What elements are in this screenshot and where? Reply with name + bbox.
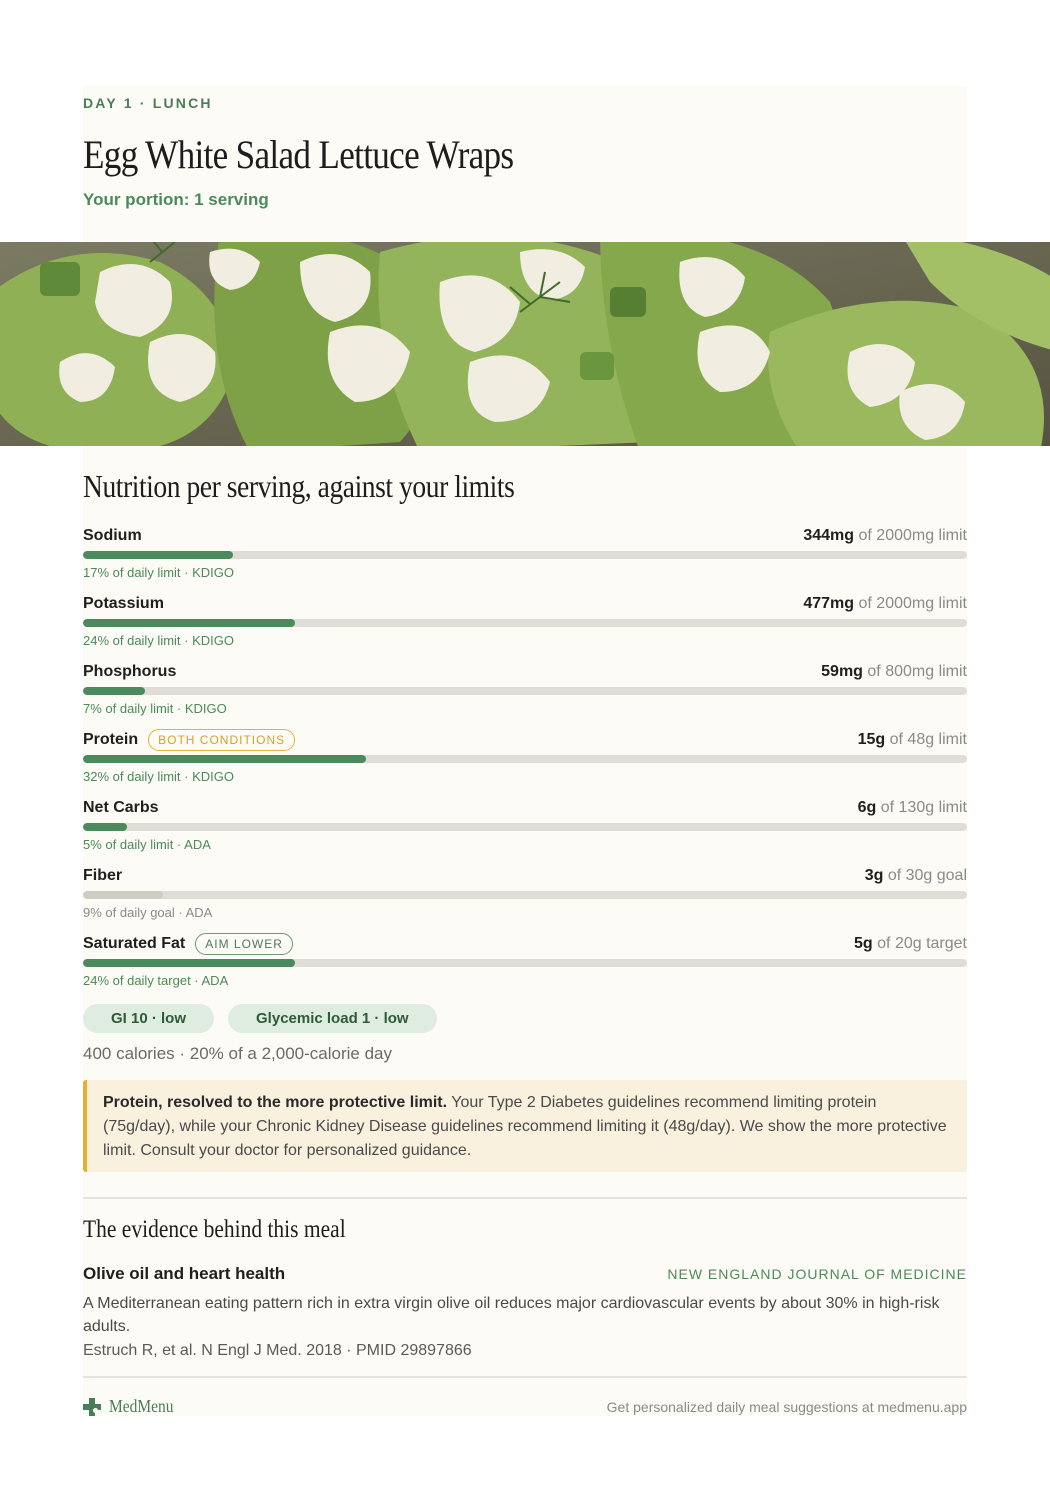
section-divider xyxy=(83,1197,967,1199)
meal-photo-illustration xyxy=(0,242,1050,446)
nutrient-name xyxy=(83,729,295,751)
protein-callout xyxy=(83,1080,967,1172)
nutrient-name-text: Protein xyxy=(83,731,139,748)
nutrient-progress-track xyxy=(83,891,967,899)
nutrient-limit: of 30g goal xyxy=(887,867,967,884)
nutrient-limit: of 2000mg limit xyxy=(858,595,967,612)
glycemic-index-chip: GI 10 · low xyxy=(83,1004,214,1033)
nutrient-note: 7% of daily limit · KDIGO xyxy=(83,701,227,716)
nutrient-value xyxy=(803,527,967,545)
nutrient-name-text: Phosphorus xyxy=(83,663,177,680)
nutrient-label-row xyxy=(83,661,967,683)
nutrient-name-text: Saturated Fat xyxy=(83,935,186,952)
portion-size: Your portion: 1 serving xyxy=(83,190,269,209)
nutrient-value xyxy=(865,867,967,885)
brand-name: MedMenu xyxy=(109,1396,174,1416)
nutrient-note: 9% of daily goal · ADA xyxy=(83,905,213,920)
nutrient-label-row xyxy=(83,865,967,887)
nutrient-limit: of 2000mg limit xyxy=(858,527,967,544)
nutrient-amount: 59mg xyxy=(821,663,863,680)
nutrient-value xyxy=(821,663,967,681)
nutrient-row xyxy=(83,797,967,865)
nutrient-amount: 477mg xyxy=(803,595,855,612)
footer-divider xyxy=(83,1376,967,1378)
calorie-summary: 400 calories · 20% of a 2,000-calorie day xyxy=(83,1044,393,1063)
nutrient-progress-track xyxy=(83,823,967,831)
nutrient-label-row xyxy=(83,933,967,955)
nutrient-progress-fill xyxy=(83,823,127,831)
nutrient-progress-track xyxy=(83,687,967,695)
nutrient-row xyxy=(83,525,967,593)
nutrient-row xyxy=(83,933,967,1001)
nutrient-row xyxy=(83,593,967,661)
nutrient-value xyxy=(803,595,967,613)
nutrient-name-text: Potassium xyxy=(83,595,164,612)
callout-text: Your Type 2 Diabetes guidelines recommend limiting protein (75g/day), while your Chronic Kidney Disease guidelines recommend limiting it (48g/day). We show the more protective limit. Consult your doctor for personalized guidance. xyxy=(103,1094,947,1159)
meal-eyebrow: DAY 1 · LUNCH xyxy=(83,95,213,111)
evidence-header xyxy=(83,1264,967,1284)
nutrient-row xyxy=(83,729,967,797)
nutrient-row xyxy=(83,661,967,729)
evidence-citation: Estruch R, et al. N Engl J Med. 2018 · PMID 29897866 xyxy=(83,1342,472,1359)
nutrient-value xyxy=(858,799,967,817)
evidence-name: Olive oil and heart health xyxy=(83,1264,286,1283)
nutrient-row xyxy=(83,865,967,933)
callout-heading: Protein, resolved to the more protective limit. xyxy=(103,1094,448,1111)
nutrient-note: 24% of daily limit · KDIGO xyxy=(83,633,234,648)
nutrient-note: 5% of daily limit · ADA xyxy=(83,837,211,852)
nutrient-name xyxy=(83,867,122,885)
nutrient-progress-track xyxy=(83,551,967,559)
nutrient-name xyxy=(83,799,159,817)
evidence-title: The evidence behind this meal xyxy=(83,1216,346,1243)
meal-photo xyxy=(0,242,1050,446)
meal-header xyxy=(83,95,967,210)
footer-note: Get personalized daily meal suggestions at medmenu.app xyxy=(606,1398,967,1415)
nutrient-note: 32% of daily limit · KDIGO xyxy=(83,769,234,784)
nutrient-label-row xyxy=(83,797,967,819)
glycemic-chips xyxy=(83,1004,437,1033)
medical-cross-icon xyxy=(83,1398,101,1416)
nutrient-limit: of 130g limit xyxy=(880,799,967,816)
nutrient-name-text: Fiber xyxy=(83,867,123,884)
nutrient-label-row xyxy=(83,593,967,615)
nutrient-limit: of 20g target xyxy=(877,935,967,952)
nutrient-progress-track xyxy=(83,755,967,763)
nutrient-progress-fill xyxy=(83,619,295,627)
nutrient-progress-track xyxy=(83,619,967,627)
evidence-source: NEW ENGLAND JOURNAL OF MEDICINE xyxy=(667,1266,967,1282)
nutrient-note: 17% of daily limit · KDIGO xyxy=(83,565,234,580)
nutrient-label-row xyxy=(83,525,967,547)
nutrient-badge: AIM LOWER xyxy=(195,933,293,955)
nutrient-amount: 6g xyxy=(857,799,877,816)
nutrient-progress-fill xyxy=(83,891,163,899)
nutrient-name-text: Sodium xyxy=(83,527,142,544)
nutrient-name xyxy=(83,663,176,681)
nutrient-limit: of 48g limit xyxy=(889,731,967,748)
nutrient-amount: 344mg xyxy=(803,527,855,544)
nutrition-section-title: Nutrition per serving, against your limits xyxy=(83,468,515,504)
nutrient-name-text: Net Carbs xyxy=(83,799,159,816)
evidence-description: A Mediterranean eating pattern rich in extra virgin olive oil reduces major cardiovascular events by about 30% in high-risk adults. xyxy=(83,1295,940,1335)
nutrient-amount: 5g xyxy=(854,935,873,952)
nutrient-name xyxy=(83,527,142,545)
nutrient-progress-fill xyxy=(83,959,295,967)
nutrient-value xyxy=(854,935,967,953)
nutrient-list xyxy=(83,525,967,1001)
nutrient-progress-track xyxy=(83,959,967,967)
footer xyxy=(83,1396,967,1417)
meal-title: Egg White Salad Lettuce Wraps xyxy=(83,132,514,177)
nutrient-amount: 15g xyxy=(857,731,886,748)
nutrient-name xyxy=(83,933,293,955)
nutrient-note: 24% of daily target · ADA xyxy=(83,973,229,988)
nutrient-badge: BOTH CONDITIONS xyxy=(148,729,295,751)
nutrient-name xyxy=(83,595,164,613)
glycemic-load-chip: Glycemic load 1 · low xyxy=(228,1004,437,1033)
nutrient-amount: 3g xyxy=(864,867,884,884)
nutrient-progress-fill xyxy=(83,551,233,559)
nutrient-progress-fill xyxy=(83,755,366,763)
nutrient-limit: of 800mg limit xyxy=(867,663,967,680)
brand[interactable] xyxy=(83,1396,184,1417)
nutrient-progress-fill xyxy=(83,687,145,695)
nutrient-label-row xyxy=(83,729,967,751)
nutrient-value xyxy=(858,731,967,749)
